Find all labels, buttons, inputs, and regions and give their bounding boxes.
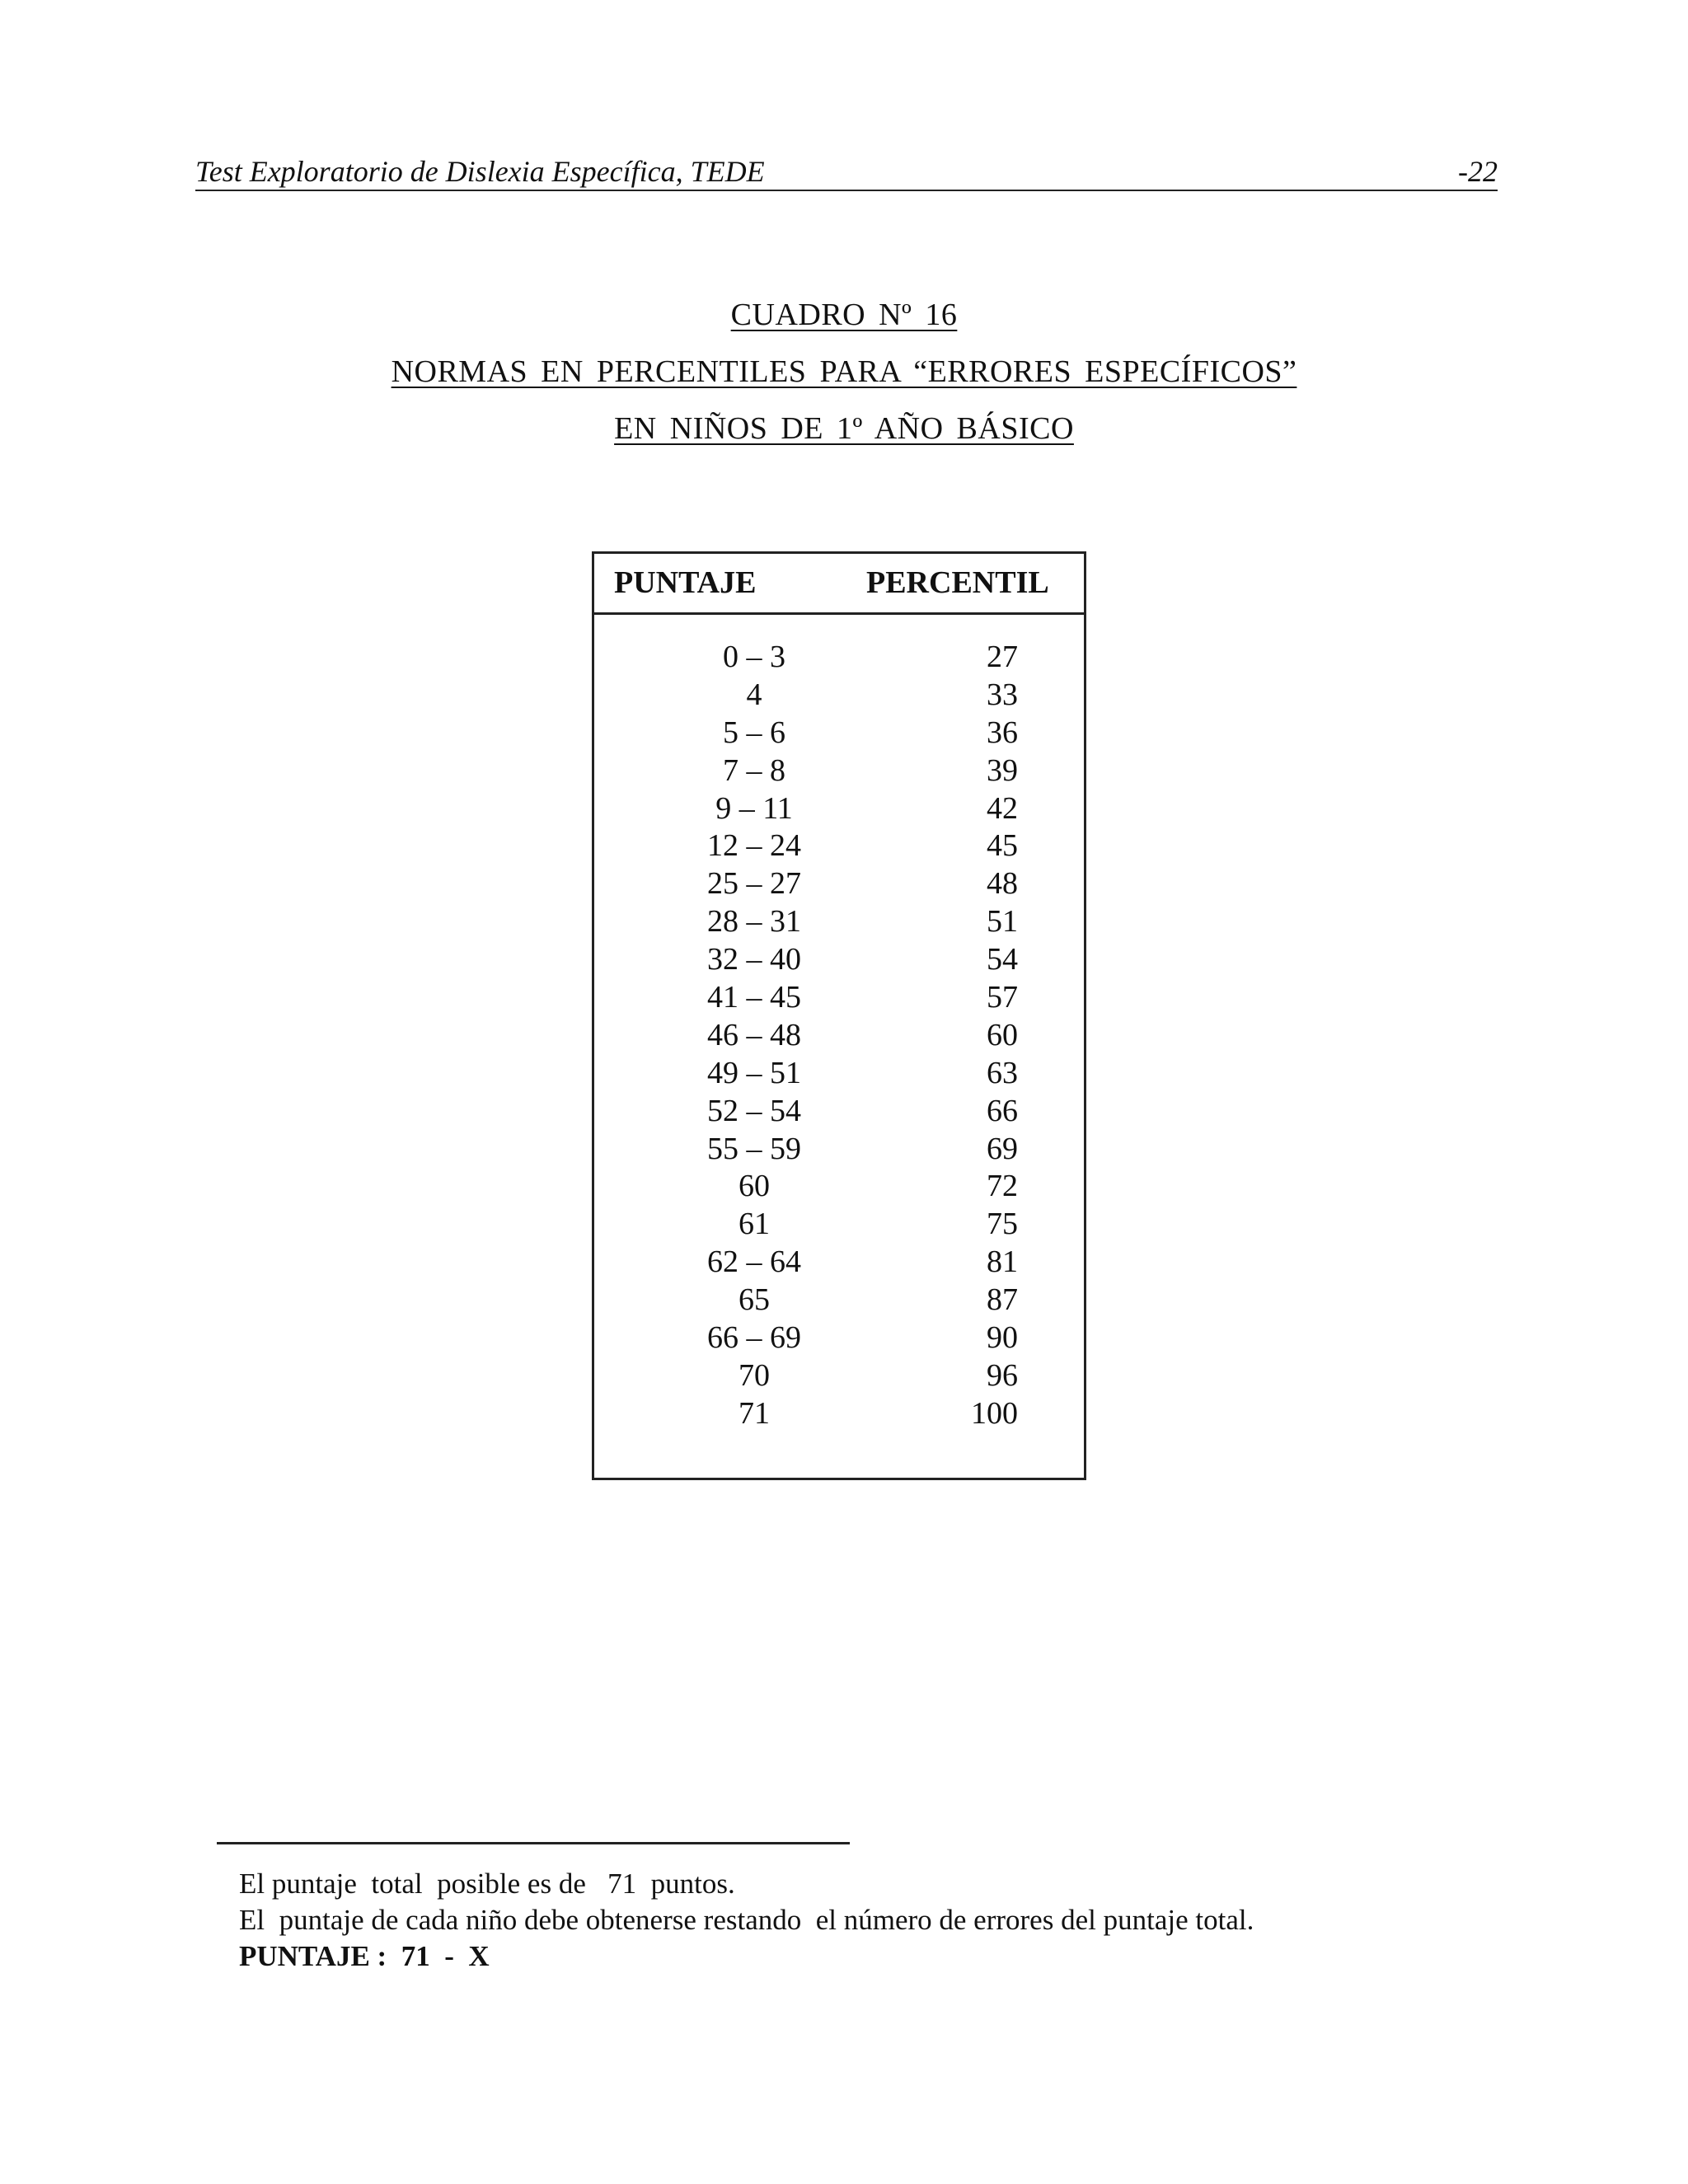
table-row	[594, 790, 1084, 828]
caption-title: NORMAS EN PERCENTILES PARA “ERRORES ESPECÍFICOS”	[391, 354, 1297, 389]
caption-subtitle: EN NIÑOS DE 1º AÑO BÁSICO	[614, 411, 1074, 446]
score-cell: 32 – 40	[707, 942, 801, 977]
percentile-value: 69	[987, 1131, 1018, 1166]
percentile-value: 51	[987, 904, 1018, 940]
table-caption	[0, 290, 1688, 461]
score-cell: 70	[738, 1357, 770, 1393]
percentile-value: 57	[987, 980, 1018, 1015]
running-header-title: Test Exploratorio de Dislexia Específica, TEDE	[195, 155, 765, 188]
table-row	[594, 1319, 1084, 1357]
score-cell: 66 – 69	[707, 1320, 801, 1356]
footnote	[239, 1866, 1254, 1975]
percentile-value: 63	[987, 1055, 1018, 1090]
percentile-value: 39	[987, 752, 1018, 788]
score-cell: 9 – 11	[715, 790, 793, 826]
table-row	[594, 752, 1084, 790]
percentile-value: 81	[987, 1244, 1018, 1280]
table-row	[594, 1055, 1084, 1093]
percentile-value: 66	[987, 1093, 1018, 1128]
footnote-instruction: El puntaje de cada niño debe obtenerse restando el número de errores del puntaje total.	[239, 1904, 1254, 1936]
table-header-row	[594, 554, 1084, 615]
percentile-value: 60	[987, 1017, 1018, 1052]
score-cell: 4	[746, 677, 762, 712]
percentile-value: 33	[987, 677, 1018, 712]
table-row	[594, 1206, 1084, 1244]
percentile-value: 72	[987, 1169, 1018, 1204]
score-cell: 62 – 64	[707, 1244, 801, 1280]
table-row	[594, 639, 1084, 677]
table-row	[594, 903, 1084, 941]
score-cell: 25 – 27	[707, 866, 801, 902]
score-cell: 5 – 6	[723, 715, 785, 750]
score-cell: 60	[738, 1169, 770, 1204]
score-cell: 65	[738, 1282, 770, 1318]
percentile-value: 45	[987, 828, 1018, 864]
score-cell: 46 – 48	[707, 1017, 801, 1052]
page-number: -22	[1458, 155, 1498, 188]
footnote-separator	[217, 1842, 850, 1844]
table-row	[594, 1131, 1084, 1169]
page-header	[195, 153, 1498, 191]
table-row	[594, 1017, 1084, 1055]
footnote-total-score: El puntaje total posible es de 71 puntos.	[239, 1868, 735, 1900]
score-cell: 55 – 59	[707, 1131, 801, 1166]
table-row	[594, 1168, 1084, 1206]
percentile-value: 36	[987, 715, 1018, 750]
percentile-value: 96	[987, 1357, 1018, 1393]
table-row	[594, 865, 1084, 903]
percentile-value: 54	[987, 942, 1018, 977]
score-cell: 49 – 51	[707, 1055, 801, 1090]
score-cell: 61	[738, 1207, 770, 1242]
score-cell: 41 – 45	[707, 980, 801, 1015]
percentile-value: 42	[987, 790, 1018, 826]
percentile-value: 100	[971, 1395, 1018, 1431]
table-row	[594, 1357, 1084, 1395]
caption-line-2	[0, 347, 1688, 404]
percentile-value: 90	[987, 1320, 1018, 1356]
table-row	[594, 677, 1084, 715]
table-row	[594, 715, 1084, 752]
score-cell: 28 – 31	[707, 904, 801, 940]
table-body	[594, 639, 1084, 1433]
table-row	[594, 1282, 1084, 1319]
percentile-value: 87	[987, 1282, 1018, 1318]
column-header-percentil: PERCENTIL	[866, 565, 1049, 600]
score-cell: 52 – 54	[707, 1093, 801, 1128]
percentile-value: 48	[987, 866, 1018, 902]
percentile-norms-table	[592, 551, 1086, 1480]
table-row	[594, 1244, 1084, 1282]
score-cell: 0 – 3	[723, 640, 785, 674]
score-cell: 7 – 8	[723, 752, 785, 788]
table-row	[594, 827, 1084, 865]
score-cell: 71	[738, 1395, 770, 1431]
percentile-value: 75	[987, 1207, 1018, 1242]
caption-table-number: CUADRO Nº 16	[730, 298, 958, 332]
table-row	[594, 941, 1084, 979]
caption-line-3	[0, 404, 1688, 461]
table-row	[594, 1395, 1084, 1433]
column-header-puntaje: PUNTAJE	[614, 565, 757, 600]
caption-line-1	[0, 290, 1688, 347]
score-cell: 12 – 24	[707, 828, 801, 864]
table-row	[594, 979, 1084, 1017]
percentile-value: 27	[987, 640, 1018, 674]
footnote-formula: PUNTAJE : 71 - X	[239, 1940, 490, 1972]
table-row	[594, 1093, 1084, 1131]
